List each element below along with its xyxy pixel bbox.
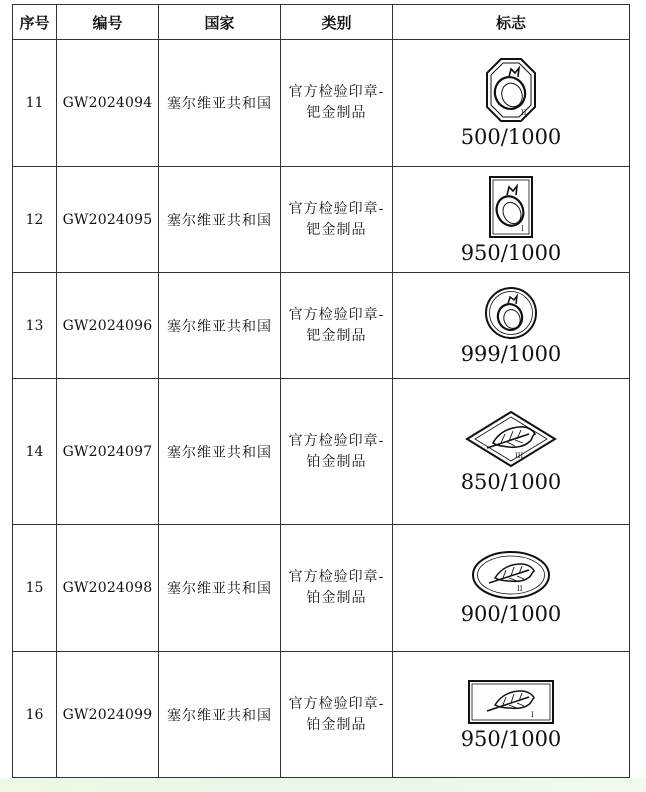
row-country: 塞尔维亚共和国 <box>159 379 281 525</box>
row-country: 塞尔维亚共和国 <box>159 273 281 379</box>
row-mark <box>393 167 630 273</box>
oak-leaf-oval-icon <box>471 550 551 600</box>
pomegranate-rectangle-icon <box>488 175 534 239</box>
mark-class-label: I <box>521 224 524 233</box>
row-num: 13 <box>13 273 57 379</box>
mark-class-label: II <box>521 109 527 117</box>
mark-class-label: II <box>517 585 523 593</box>
fineness-label: 850/1000 <box>460 469 562 494</box>
table-row <box>13 167 630 273</box>
row-country: 塞尔维亚共和国 <box>159 167 281 273</box>
table-row <box>13 40 630 167</box>
category-line-1: 官方检验印章- <box>288 200 385 217</box>
category-line-1: 官方检验印章- <box>288 695 385 712</box>
row-code: GW2024097 <box>57 379 159 525</box>
fineness-label: 950/1000 <box>460 726 562 751</box>
row-code: GW2024099 <box>57 652 159 778</box>
table-row <box>13 525 630 652</box>
row-code: GW2024098 <box>57 525 159 652</box>
category-line-2: 铂金制品 <box>306 453 367 470</box>
table-row <box>13 379 630 525</box>
category-line-2: 钯金制品 <box>306 221 367 238</box>
pomegranate-circle-icon <box>484 286 538 340</box>
row-country: 塞尔维亚共和国 <box>159 652 281 778</box>
category-line-2: 钯金制品 <box>306 327 367 344</box>
fineness-label: 999/1000 <box>460 341 562 366</box>
row-code: GW2024094 <box>57 40 159 167</box>
row-num: 15 <box>13 525 57 652</box>
mark-class-label: I <box>531 710 534 719</box>
bottom-background-band <box>0 778 646 792</box>
fineness-label: 900/1000 <box>460 602 562 626</box>
fineness-label: 500/1000 <box>460 125 562 149</box>
oak-leaf-diamond-icon <box>465 410 557 468</box>
row-mark <box>393 273 630 379</box>
table-header-row <box>13 5 630 40</box>
hallmark-table <box>12 4 630 778</box>
row-code: GW2024096 <box>57 273 159 379</box>
row-num: 11 <box>13 40 57 167</box>
row-category <box>281 167 393 273</box>
category-line-1: 官方检验印章- <box>288 84 385 100</box>
header-mark: 标志 <box>393 5 630 40</box>
row-country: 塞尔维亚共和国 <box>159 40 281 167</box>
row-code: GW2024095 <box>57 167 159 273</box>
fineness-label: 950/1000 <box>460 240 562 265</box>
row-category <box>281 379 393 525</box>
row-category <box>281 525 393 652</box>
row-mark <box>393 379 630 525</box>
category-line-2: 铂金制品 <box>306 716 367 733</box>
row-mark <box>393 40 630 167</box>
header-country: 国家 <box>159 5 281 40</box>
row-mark <box>393 525 630 652</box>
category-line-2: 钯金制品 <box>306 105 367 121</box>
table-row <box>13 273 630 379</box>
row-country: 塞尔维亚共和国 <box>159 525 281 652</box>
row-mark <box>393 652 630 778</box>
category-line-2: 铂金制品 <box>306 590 367 606</box>
category-line-1: 官方检验印章- <box>288 432 385 449</box>
row-num: 12 <box>13 167 57 273</box>
pomegranate-octagon-icon <box>485 57 537 123</box>
mark-class-label: III <box>515 451 524 460</box>
row-category <box>281 40 393 167</box>
header-category: 类别 <box>281 5 393 40</box>
category-line-1: 官方检验印章- <box>288 569 385 585</box>
table-row <box>13 652 630 778</box>
row-num: 14 <box>13 379 57 525</box>
category-line-1: 官方检验印章- <box>288 306 385 323</box>
row-category <box>281 652 393 778</box>
row-num: 16 <box>13 652 57 778</box>
header-code: 编号 <box>57 5 159 40</box>
row-category <box>281 273 393 379</box>
header-num: 序号 <box>13 5 57 40</box>
oak-leaf-rectangle-icon <box>467 679 555 725</box>
